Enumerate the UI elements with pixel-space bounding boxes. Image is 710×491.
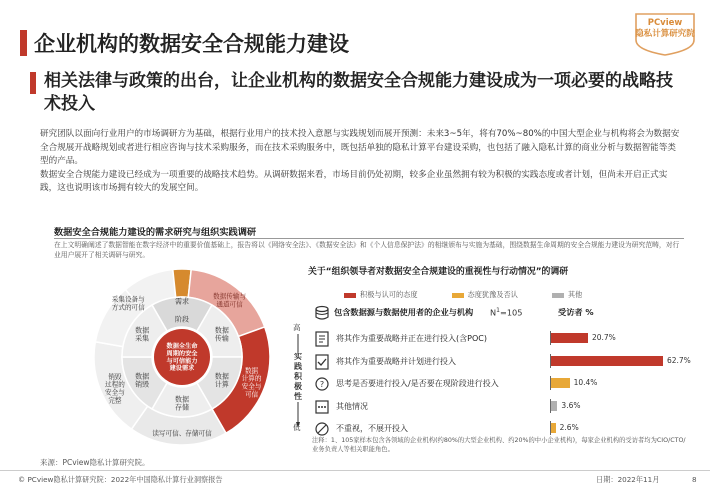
- bar-track: [550, 376, 690, 390]
- segment-demand-label: 需求: [175, 297, 189, 306]
- chart-legend: [344, 290, 582, 300]
- legend-item-other: [552, 290, 582, 300]
- segment-label: 数据采集: [135, 326, 150, 343]
- bar: [551, 378, 570, 388]
- page-number: 8: [692, 475, 697, 484]
- source-note: 来源：PCview隐私计算研究院。: [40, 458, 150, 467]
- legend-label: 积极与认可的态度: [360, 290, 418, 299]
- row-label: 思考是否要进行投入/是否要在现阶段进行投入: [336, 379, 499, 388]
- chart-rows: [312, 328, 691, 441]
- outer-ring-label: 采集设备与方式的可信: [111, 295, 145, 312]
- axis-title: 实践积极性: [294, 352, 302, 401]
- logo-line2: 隐私计算研究院: [635, 29, 695, 39]
- outer-ring-label: 销毁过程的安全与完整: [105, 372, 125, 405]
- segment-label: 数据存储: [175, 395, 189, 412]
- n-value: =105: [499, 307, 523, 318]
- bar-value-label: 2.6%: [559, 423, 579, 432]
- database-icon: [314, 305, 330, 321]
- row-label: 不重视，不展开投入: [336, 424, 408, 433]
- logo-line1: PCview: [647, 18, 683, 28]
- segment-demand-label2: 阶段: [175, 315, 189, 324]
- page-subtitle: 相关法律与政策的出台，让企业机构的数据安全合规能力建设成为一项必要的战略技术投入: [44, 71, 673, 114]
- bar-value-label: 10.4%: [573, 378, 598, 387]
- chart-title: 关于“组织领导者对数据安全合规建设的重视性与行动情况”的调研: [308, 267, 569, 277]
- segment-label: 数据计算: [214, 372, 229, 389]
- bar-track: [550, 421, 690, 435]
- section-divider: [54, 238, 684, 239]
- bar: [551, 333, 588, 343]
- outer-ring-label: 数据计算的安全与可信: [241, 366, 262, 399]
- row-label: 将其作为重要战略并计划进行投入: [336, 356, 456, 366]
- footer-date: 日期：2022年11月: [596, 475, 660, 484]
- bar: [551, 423, 556, 433]
- chart-row: [312, 328, 684, 350]
- forbidden-icon: [314, 421, 330, 437]
- segment-label: 数据销毁: [135, 372, 150, 389]
- bar-track: [550, 331, 690, 345]
- header-label: 包含数据源与数据使用者的企业与机构: [334, 307, 474, 317]
- chart-row: [312, 351, 691, 373]
- practice-axis: [290, 322, 306, 432]
- section-description: 在上文明确阐述了数据智能在数字经济中的重要价值基础上，报告将以《网络安全法》、《数据安全法》和《个人信息保护法》的相继颁布与实施为基础，围绕数据生命周期的安全合规能力建设为研究范畴，对行业用户展开了相关调研与研究。: [54, 241, 680, 259]
- legend-label: 态度犹豫及否认: [467, 290, 518, 299]
- ratio-label: 受访者 %: [558, 307, 594, 317]
- svg-text:?: ?: [319, 380, 325, 389]
- sample-size: [490, 307, 522, 318]
- footer-divider: [0, 470, 710, 471]
- n-sup: 1: [496, 307, 500, 314]
- more-icon: [314, 399, 330, 415]
- axis-bottom-label: 低: [293, 423, 301, 432]
- wheel-center-label: 数据全生命周期的安全与可信能力建设需求: [166, 343, 198, 373]
- legend-label: 其他: [567, 290, 583, 299]
- footer-copyright: © PCview隐私计算研究院：2022年中国隐私计算行业洞察报告: [18, 475, 223, 484]
- page-title: 企业机构的数据安全合规能力建设: [34, 32, 349, 56]
- legend-item-positive: [344, 290, 418, 300]
- chart-note: 注释：1、105家样本包含各领域的企业机构(约80%的大型企业机构、约20%的中小企业机构)，每家企业机构的受访者均为CIO/CTO/业务负责人等相关职能角色。: [312, 437, 686, 453]
- n-label: N: [490, 307, 497, 318]
- subtitle-accent-bar: [30, 72, 36, 94]
- bar: [551, 356, 663, 366]
- chart-row: [312, 396, 684, 418]
- section-title: 数据安全合规能力建设的需求研究与组织实践调研: [54, 227, 257, 238]
- bar: [551, 401, 557, 411]
- bar-value-label: 62.7%: [666, 355, 691, 365]
- axis-top-label: 高: [293, 323, 301, 332]
- row-label: 将其作为重要战略并正在进行投入(含POC): [336, 334, 487, 343]
- paragraph-1: 研究团队以面向行业用户的市场调研方为基础，根据行业用户的技术投入意愿与实践规划而展开预测：未来3~5年，将有70%~80%的中国大型企业与机构将会为数据安全合规展开战略规划或者进行相应咨询与技术采购服务，而在技术采购服务中，既包括单独的隐私计算平台建设采购，也包括了融入隐私计算的商业分析与数据智能等类型的产品。: [40, 129, 680, 167]
- lifecycle-wheel: [62, 262, 294, 450]
- bar-value-label: 20.7%: [591, 333, 616, 342]
- logo-text: [632, 18, 698, 40]
- plan-check-icon: [314, 354, 330, 370]
- outer-ring-label: 数据传输与通道可信: [213, 292, 247, 309]
- title-accent-bar: [20, 30, 27, 56]
- legend-item-hesitant: [452, 290, 518, 300]
- bar-value-label: 3.6%: [561, 400, 581, 410]
- question-icon: [314, 376, 330, 392]
- chart-row: [312, 373, 684, 395]
- body-text: [40, 128, 680, 196]
- outer-ring-label: 读写可信、存储可信: [152, 429, 212, 438]
- chart-header-row: [312, 305, 684, 323]
- bar-track: [550, 354, 690, 368]
- segment-label: 数据传输: [214, 326, 229, 343]
- bar-track: [550, 399, 690, 413]
- row-label: 其他情况: [336, 401, 368, 411]
- invest-doc-icon: [314, 331, 330, 347]
- paragraph-2: 数据安全合规能力建设已经成为一项重要的战略技术趋势。从调研数据来看，市场目前仍处初期，较多企业虽然拥有较为积极的实践态度或者计划，但尚未开启正式实践，这也说明该市场拥有较大的发展空间。: [40, 169, 668, 194]
